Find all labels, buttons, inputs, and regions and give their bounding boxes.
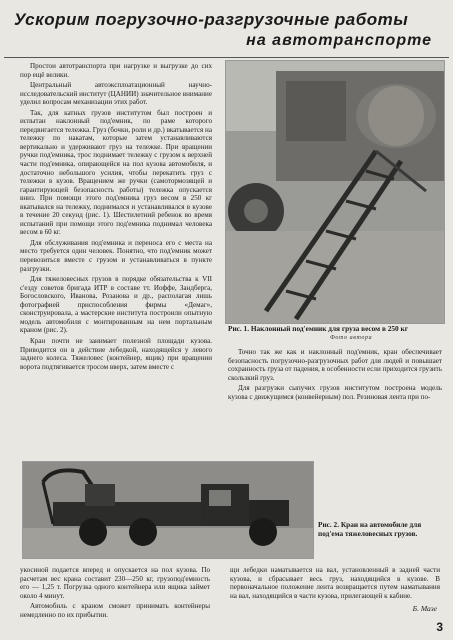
inclined-lift-illustration <box>226 61 444 323</box>
paragraph: Для тяжеловесных грузов в порядке обязательства к VII с'езду советов бригада ИТР в составе тт. Иоффе, Зандберга, Богословского, Иванова, Розанова и др., располагая лишь фотографией приспособления фирмы «Демаг», сконструировала, а мастерские института построили опытную модель автомобиля с монтированным на нем портальным краном (рис. 2). <box>20 275 212 335</box>
crane-truck-illustration <box>23 462 313 558</box>
paragraph: Для обслуживания под'емника и переноса его с места на место требуется один человек. Понятно, что под'емник может перевозиться вместе с грузом и устанавливаться в пункте разгрузки. <box>20 238 212 273</box>
paragraph: щи лебедки наматывается на вал, установленный в задней части кузова, и сбрасывает весь груз, находящийся в кузове. В первоначальное положение лента возвращается путем наматывания на вал, находящийся в части кузова, прилегающей к кабине. <box>230 566 440 600</box>
title-line-2: на автотранспорте <box>246 32 432 49</box>
article-title <box>14 10 442 52</box>
paragraph: Центральный автоэксплоатационный научно-исследовательский институт (ЦАНИИ) значительное внимание уделил вопросам механизации этих работ. <box>20 81 212 107</box>
bottom-right-text-column <box>230 566 440 602</box>
paragraph: Автомобиль с краном сможет принимать контейнеры немедленно по их прибытии. <box>20 602 210 619</box>
title-divider <box>4 57 449 58</box>
figure-2-photo <box>22 461 314 559</box>
page-number: 3 <box>436 620 443 634</box>
paragraph: Простои автотранспорта при нагрузке и выгрузке до сих пор ещё велики. <box>20 62 212 79</box>
bottom-left-text-column <box>20 566 210 621</box>
figure-1-caption: Рис. 1. Наклонный под'емник для груза весом в 250 кг <box>228 324 409 333</box>
paragraph: Точно так же как и наклонный под'емник, кран обеспечивает безопасность погрузочно-разгрузочных работ для людей и повышает сохранность груза от падения, в особенности если приходится грузить скользкий груз. <box>228 348 442 382</box>
author-signature: Б. Мазе <box>412 604 437 613</box>
right-text-column <box>228 348 442 403</box>
paragraph: укосиной подается вперед и опускается на пол кузова. По расчетам вес крана составит 230—250 кг, грузопод'емность его — 1,25 т. Погрузка одного контейнера или ящика займет около 4 минут. <box>20 566 210 600</box>
figure-1-photo <box>225 60 445 324</box>
paragraph: Для разгрузки сыпучих грузов институтом построена модель кузова с движущимся (конвейерным) пол. Резиновая лента при по- <box>228 384 442 401</box>
paragraph: Кран почти не занимает полезной площади кузова. Приводится он в действие лебедкой, находящейся у левого заднего колеса. Тяжеловес (контейнер, ящик) при вращении ворота подтягивается тросом вверх, затем вместе с <box>20 336 212 371</box>
title-line-1: Ускорим погрузочно-разгрузочные работы <box>14 10 409 29</box>
figure-2-caption: Рис. 2. Кран на автомобиле для под'ема тяжеловесных грузов. <box>318 520 422 538</box>
paragraph: Так, для катных грузов институтом был построен и испытан наклонный под'емник, по раме которого передвигается тележка. Груз (бочки, роли и др.) вкатывается на тележку по накатам, которые затем устанавливаются вертикально и удерживают груз на тележке. При вращении ручки под'емника, трос поднимает тележку с грузом к верхней части под'емника, опирающейся на пол кузова автомобиля, и достаточно небольшого усилия, чтобы перекатить груз с тележки в кузов. Вращением же ручки (самотормозящей и гарантирующей безопасность работы) тележка опускается вниз. При помощи этого под'емника груз весом в 250 кг вкатывался на тележку, поднимался и устанавливался в кузове в течение 20 секунд (рис. 1). Шестилетний ребенок во время испытаний при помощи этого под'емника поднимал человека весом в 60 кг. <box>20 108 212 237</box>
left-text-column <box>20 62 212 373</box>
photo-credit: Фото автора <box>330 335 373 341</box>
